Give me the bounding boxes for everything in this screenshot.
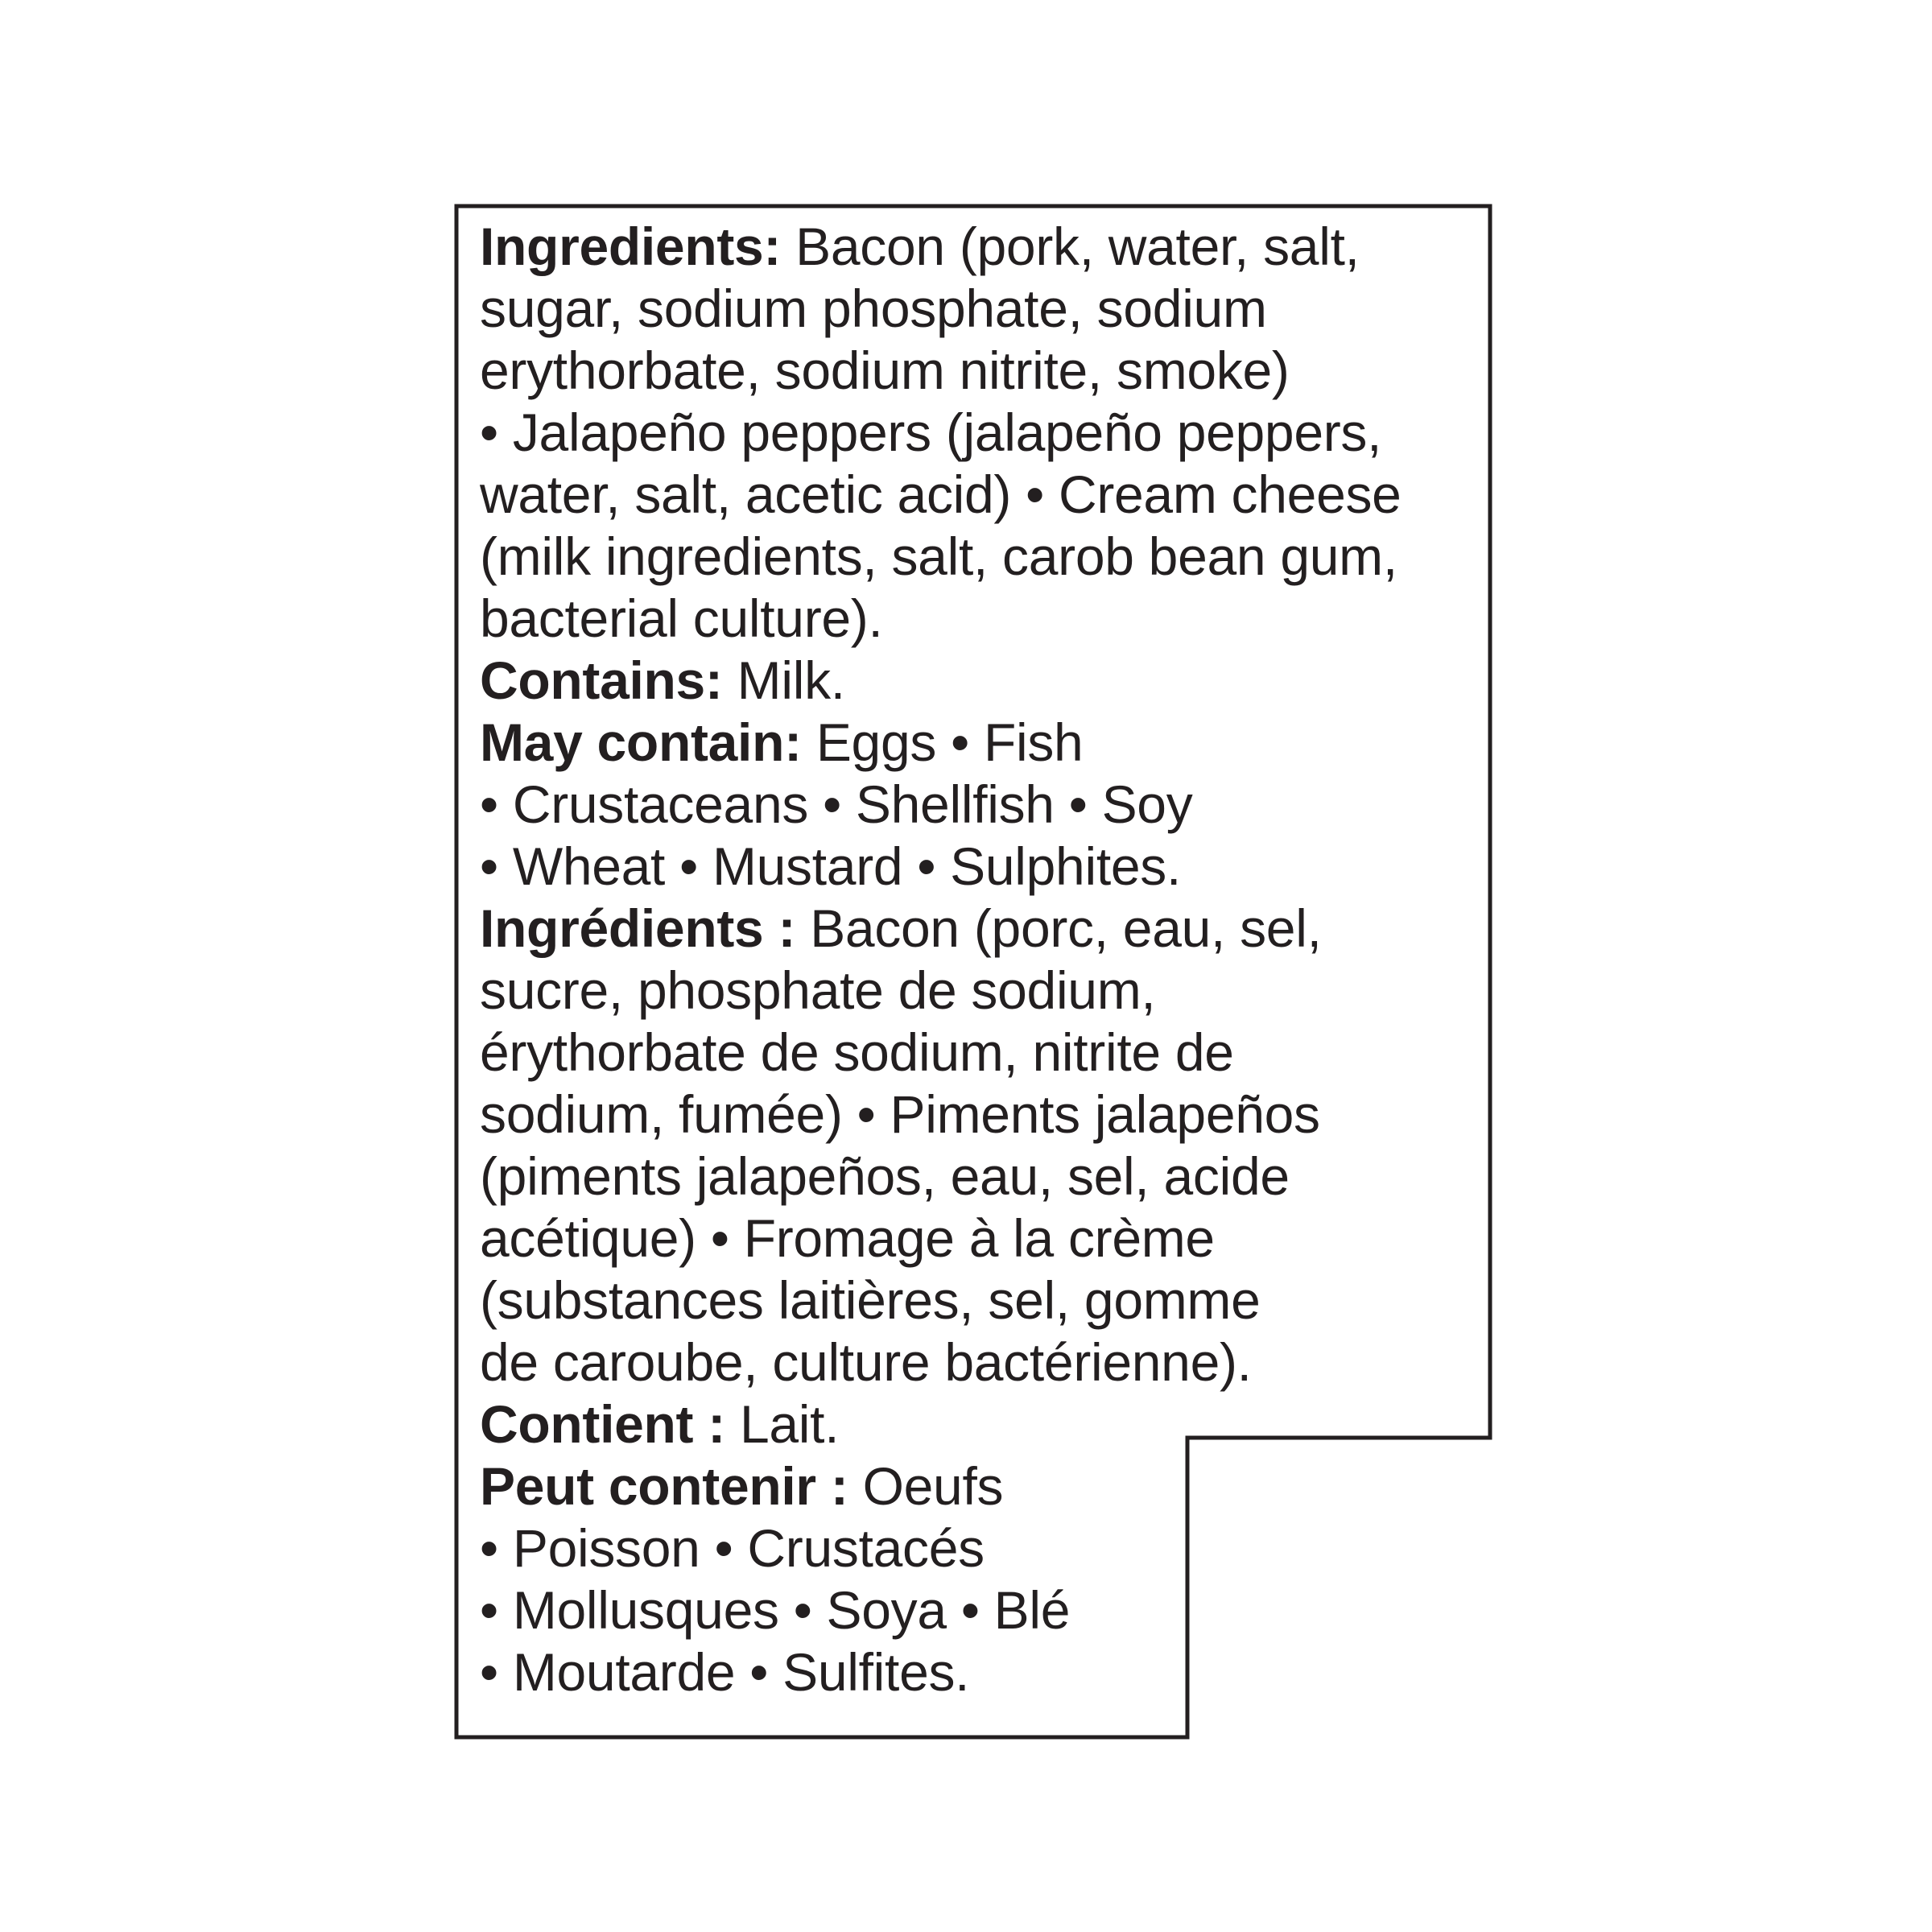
ingredients-panel	[480, 216, 1518, 1703]
en-ingredients-line	[480, 216, 1518, 278]
fr-may-contain-text: • Poisson • Crustacés	[480, 1518, 985, 1578]
en-ingredients-text: (milk ingredients, salt, carob bean gum,	[480, 526, 1397, 586]
fr-contains-heading: Contient :	[480, 1394, 725, 1454]
fr-may-contain-text: • Moutarde • Sulfites.	[480, 1642, 970, 1702]
fr-ingredients-text: sucre, phosphate de sodium,	[480, 960, 1156, 1020]
fr-ingredients-text: érythorbate de sodium, nitrite de	[480, 1022, 1234, 1082]
fr-ingredients-text: Bacon (porc, eau, sel,	[810, 898, 1322, 958]
fr-ingredients-text: acétique) • Fromage à la crème	[480, 1208, 1215, 1268]
en-ingredients-text: sugar, sodium phosphate, sodium	[480, 279, 1267, 338]
en-ingredients-text: bacterial culture).	[480, 588, 883, 648]
en-may-contain-line	[480, 712, 1518, 774]
en-may-contain-heading: May contain:	[480, 712, 802, 772]
en-ingredients-text: Bacon (pork, water, salt,	[795, 217, 1360, 276]
en-may-contain-text: • Crustaceans • Shellfish • Soy	[480, 774, 1193, 834]
en-contains-text: Milk.	[737, 650, 845, 710]
fr-may-contain-text: • Mollusques • Soya • Blé	[480, 1580, 1071, 1640]
fr-ingredients-heading: Ingrédients :	[480, 898, 796, 958]
fr-contains-text: Lait.	[739, 1394, 840, 1454]
fr-ingredients-line	[480, 898, 1518, 960]
fr-may-contain-heading: Peut contenir :	[480, 1456, 848, 1516]
en-contains-line	[480, 650, 1518, 712]
fr-may-contain-text: Oeufs	[862, 1456, 1004, 1516]
en-may-contain-text: Eggs • Fish	[815, 712, 1084, 772]
fr-ingredients-text: de caroube, culture bactérienne).	[480, 1332, 1252, 1392]
en-contains-heading: Contains:	[480, 650, 723, 710]
en-ingredients-text: erythorbate, sodium nitrite, smoke)	[480, 341, 1290, 400]
en-ingredients-heading: Ingredients:	[480, 217, 782, 276]
fr-ingredients-text: (piments jalapeños, eau, sel, acide	[480, 1146, 1290, 1206]
en-ingredients-text: • Jalapeño peppers (jalapeño peppers,	[480, 402, 1382, 462]
fr-ingredients-text: (substances laitières, sel, gomme	[480, 1270, 1261, 1330]
en-ingredients-text: water, salt, acetic acid) • Cream cheese	[480, 464, 1402, 524]
fr-may-contain-line	[480, 1455, 1518, 1517]
en-may-contain-text: • Wheat • Mustard • Sulphites.	[480, 836, 1182, 896]
fr-contains-line	[480, 1393, 1518, 1455]
fr-ingredients-text: sodium, fumée) • Piments jalapeños	[480, 1084, 1320, 1144]
